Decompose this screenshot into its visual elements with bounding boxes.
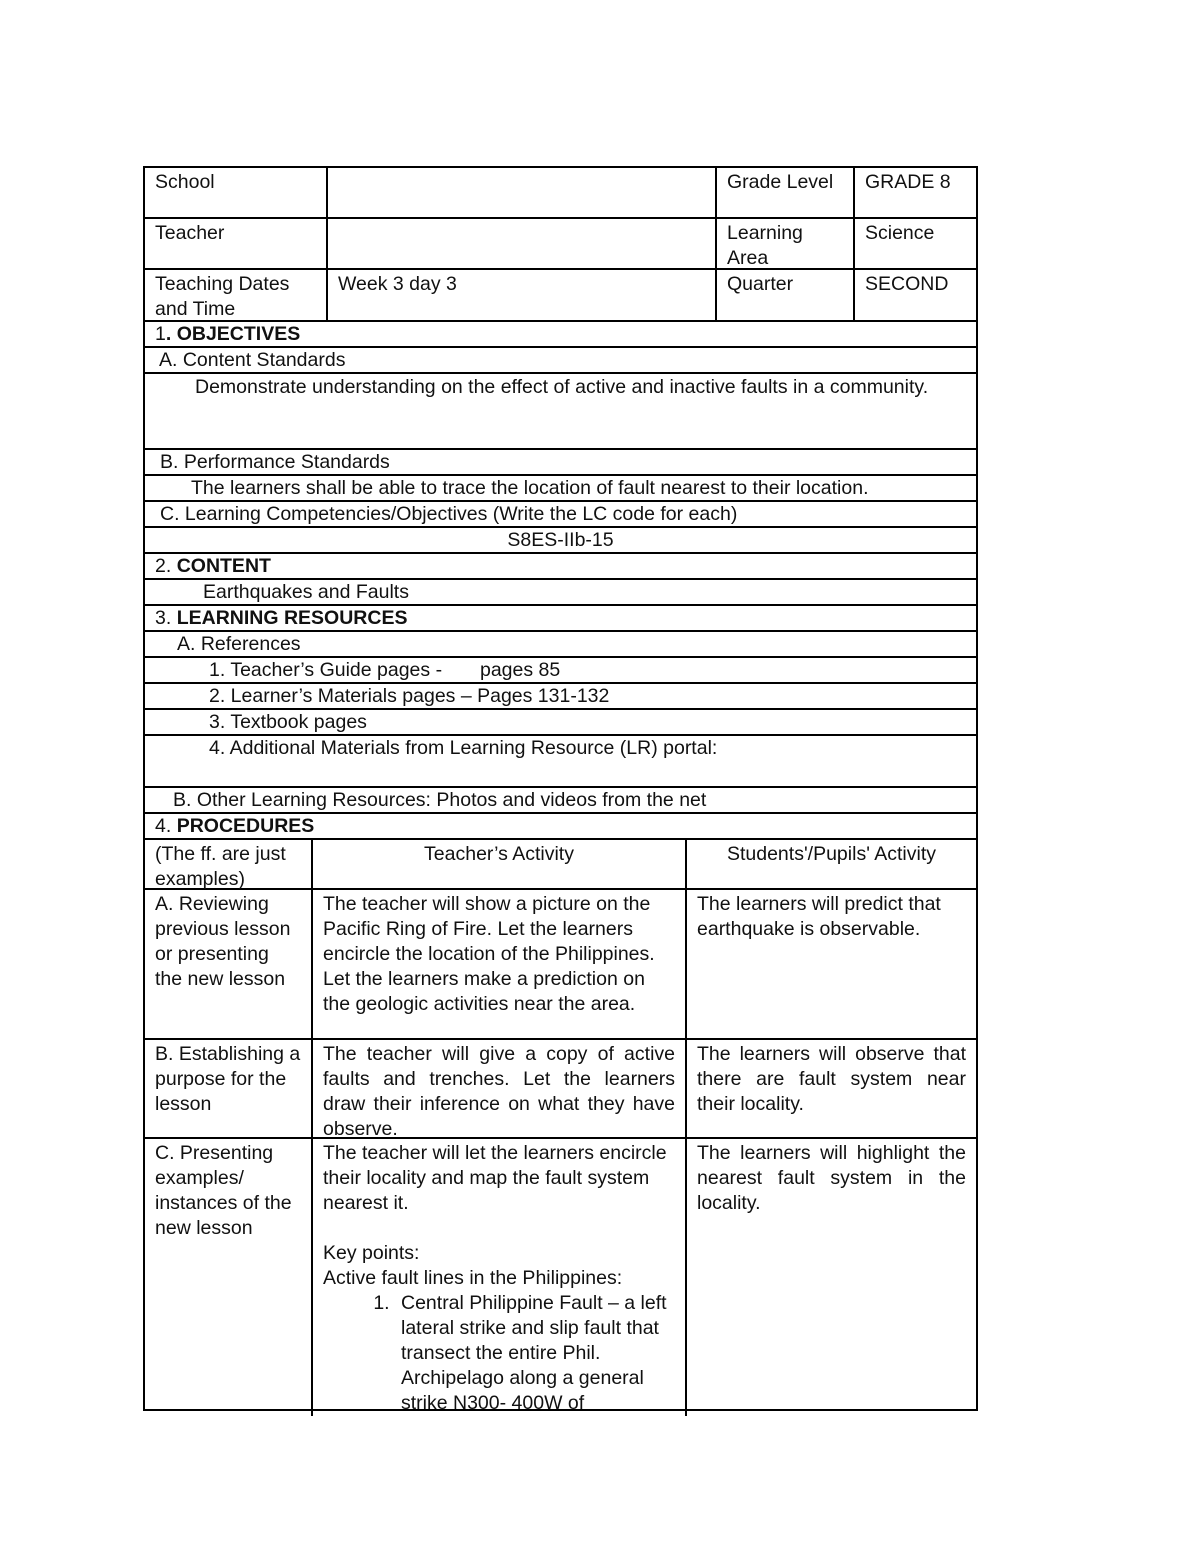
content-standards-text: Demonstrate understanding on the effect of active and inactive faults in a community. [195,376,929,398]
procedure-c-teacher-cell [311,1139,685,1416]
performance-standards-label: B. Performance Standards [160,451,390,473]
performance-standards-text-row [143,474,978,500]
procedures-title: PROCEDURES [176,815,315,837]
grade-level-label: Grade Level [715,168,853,217]
performance-standards-text: The learners shall be able to trace the location of fault nearest to their location. [191,477,869,499]
additional-materials-row [143,734,978,786]
content-text: Earthquakes and Faults [203,581,409,603]
procedures-header-row [143,838,978,888]
objectives-title: . OBJECTIVES [165,323,301,345]
procedure-a-teacher: The teacher will show a picture on the Pacific Ring of Fire. Let the learners encircle the location of the Philippines. Let the learners make a prediction on the geologic activities near the area. [311,890,685,1038]
fault-list-item: 1. Central Philippine Fault – a left lateral strike and slip fault that transect the entire Phil. Archipelago along a general strike N300- 400W of [395,1291,675,1416]
learning-resources-title: LEARNING RESOURCES [176,607,408,629]
procedure-c-students: The learners will highlight the nearest fault system in the locality. [685,1139,976,1416]
learning-resources-heading [143,604,978,630]
content-text-row [143,578,978,604]
references-row [143,630,978,656]
content-heading [143,552,978,578]
procedure-b-label: B. Establishing a purpose for the lesson [155,1043,301,1115]
competencies-label: C. Learning Competencies/Objectives (Write the LC code for each) [160,503,738,525]
procedure-c-teacher: The teacher will let the learners encircle their locality and map the fault system nearest it. [323,1142,667,1214]
teaching-dates-label: Teaching Dates and Time [155,273,290,320]
lc-code-row [143,526,978,552]
other-resources-row [143,786,978,812]
procedure-row-c [143,1137,978,1414]
lc-code: S8ES-IIb-15 [507,529,614,551]
competencies-label-row [143,500,978,526]
procedures-number: 4. [155,815,177,837]
procedures-heading [143,812,978,838]
procedure-a-label: A. Reviewing previous lesson or presenting the new lesson [155,893,291,990]
procedure-c-label: C. Presenting examples/ instances of the new lesson [155,1142,292,1239]
procedure-row-b [143,1038,978,1140]
textbook-row [143,708,978,734]
procedure-b-teacher: The teacher will give a copy of active faults and trenches. Let the learners draw their inference on what they have observe. [311,1040,685,1142]
learners-materials-row [143,682,978,708]
references-label: A. References [177,633,301,655]
procedure-a-students: The learners will predict that earthquake is observable. [685,890,976,1038]
header-row-dates [143,268,978,320]
teacher-value [326,219,715,271]
learners-materials-text: 2. Learner’s Materials pages – Pages 131-132 [209,685,610,707]
additional-materials-text: 4. Additional Materials from Learning Resource (LR) portal: [209,737,718,759]
textbook-text: 3. Textbook pages [209,711,367,733]
school-value [326,168,715,217]
teachers-guide-text: 1. Teacher’s Guide pages - pages 85 [209,659,561,681]
other-resources-text: B. Other Learning Resources: Photos and videos from the net [173,789,707,811]
objectives-number: 1 [155,323,166,345]
content-standards-label-row [143,346,978,372]
procedure-c-active-lines: Active fault lines in the Philippines: [323,1267,623,1289]
learning-area-label: Learning Area [715,219,853,271]
teacher-label: Teacher [155,222,225,244]
content-number: 2. [155,555,177,577]
procedures-col-students: Students'/Pupils' Activity [685,840,976,892]
school-label: School [155,171,215,193]
content-title: CONTENT [176,555,271,577]
objectives-heading [143,320,978,346]
procedure-c-key-points: Key points: [323,1242,420,1264]
procedure-b-students: The learners will observe that there are fault system near their locality. [685,1040,976,1142]
header-row-school [143,166,978,217]
fault-list [323,1291,675,1416]
learning-resources-number: 3. [155,607,177,629]
quarter-label: Quarter [715,270,853,322]
quarter-value: SECOND [853,270,976,322]
teachers-guide-row [143,656,978,682]
grade-level-value: GRADE 8 [853,168,976,217]
performance-standards-label-row [143,448,978,474]
content-standards-text-row [143,372,978,448]
header-row-teacher [143,217,978,268]
learning-area-value: Science [853,219,976,271]
teaching-dates-value: Week 3 day 3 [326,270,715,322]
content-standards-label: A. Content Standards [159,349,346,371]
procedures-col-note: (The ff. are just examples) [155,843,286,890]
procedure-row-a [143,888,978,1038]
lesson-plan-document [143,166,978,1414]
procedures-col-teacher: Teacher’s Activity [311,840,685,892]
procedure-c-spacer [323,1216,675,1241]
